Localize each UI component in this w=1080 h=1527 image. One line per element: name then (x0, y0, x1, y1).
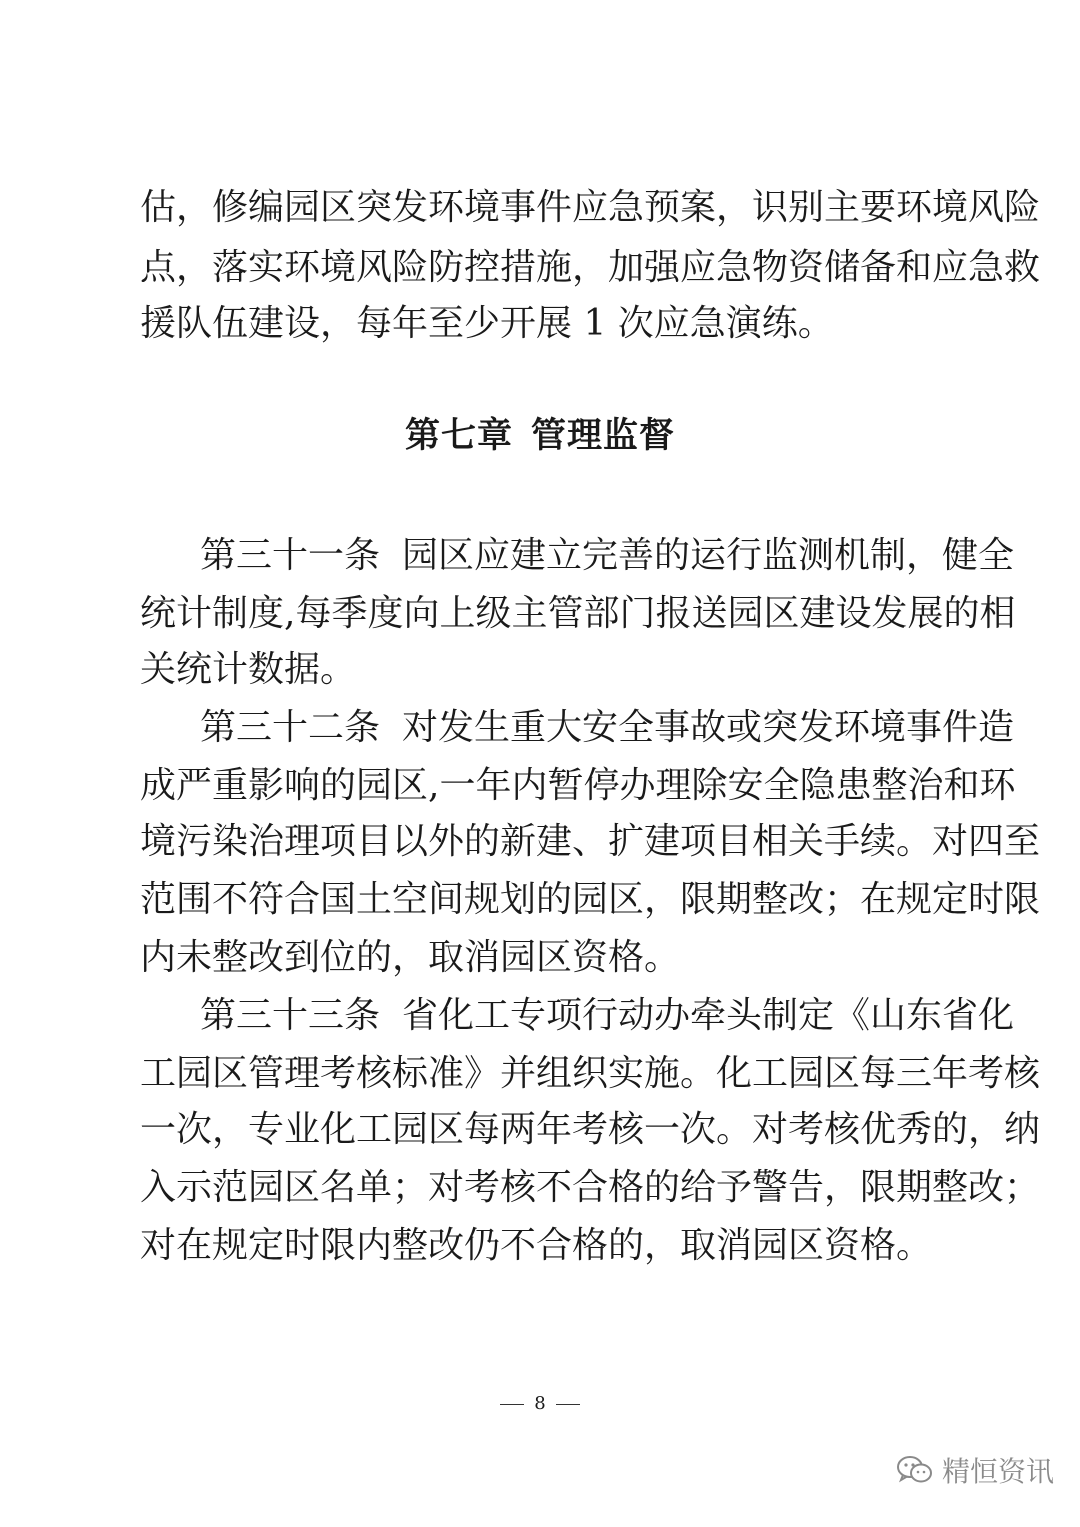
page-number (0, 1392, 1080, 1416)
article-32-line-1 (200, 704, 1015, 752)
chapter-heading (0, 412, 1080, 460)
wechat-icon (896, 1454, 934, 1486)
article-33-text: 省化工专项行动办牵头制定《山东省化 (402, 995, 1015, 1036)
article-33-line-1 (200, 992, 1015, 1040)
article-33-line-5: 对在规定时限内整改仍不合格的，取消园区资格。 (140, 1225, 933, 1266)
watermark-text: 精恒资讯 (942, 1455, 1055, 1488)
article-32-label: 第三十二条 (200, 707, 381, 748)
continuation-line-3: 援队伍建设，每年至少开展 1 次应急演练。 (140, 303, 834, 344)
article-32-line-5: 内未整改到位的，取消园区资格。 (140, 937, 681, 978)
article-32-line-3: 境污染治理项目以外的新建、扩建项目相关手续。对四至 (140, 821, 1041, 862)
chapter-title: 管理监督 (531, 416, 676, 456)
article-31-text: 园区应建立完善的运行监测机制，健全 (402, 535, 1015, 576)
article-31-line-2: 统计制度,每季度向上级主管部门报送园区建设发展的相 (140, 593, 1016, 634)
article-31-line-1 (200, 532, 1015, 580)
article-32-text: 对发生重大安全事故或突发环境事件造 (402, 707, 1015, 748)
article-32-line-2: 成严重影响的园区,一年内暂停办理除安全隐患整治和环 (140, 765, 1016, 806)
page-number-value: 8 (534, 1393, 546, 1414)
article-33-line-2: 工园区管理考核标准》并组织实施。化工园区每三年考核 (140, 1053, 1041, 1094)
wechat-watermark (896, 1450, 1054, 1490)
article-31-line-3: 关统计数据。 (140, 649, 357, 690)
page-number-dash-right (556, 1404, 580, 1405)
article-33-label: 第三十三条 (200, 995, 381, 1036)
article-32-line-4: 范围不符合国土空间规划的园区，限期整改；在规定时限 (140, 879, 1041, 920)
article-31-label: 第三十一条 (200, 535, 381, 576)
article-33-line-4: 入示范园区名单；对考核不合格的给予警告，限期整改； (140, 1167, 1041, 1208)
page-number-dash-left (500, 1404, 524, 1405)
continuation-line-2: 点，落实环境风险防控措施，加强应急物资储备和应急救 (140, 247, 1041, 288)
chapter-number: 第七章 (404, 416, 513, 456)
continuation-line-1: 估，修编园区突发环境事件应急预案，识别主要环境风险 (140, 187, 1041, 228)
article-33-line-3: 一次，专业化工园区每两年考核一次。对考核优秀的，纳 (140, 1109, 1041, 1150)
